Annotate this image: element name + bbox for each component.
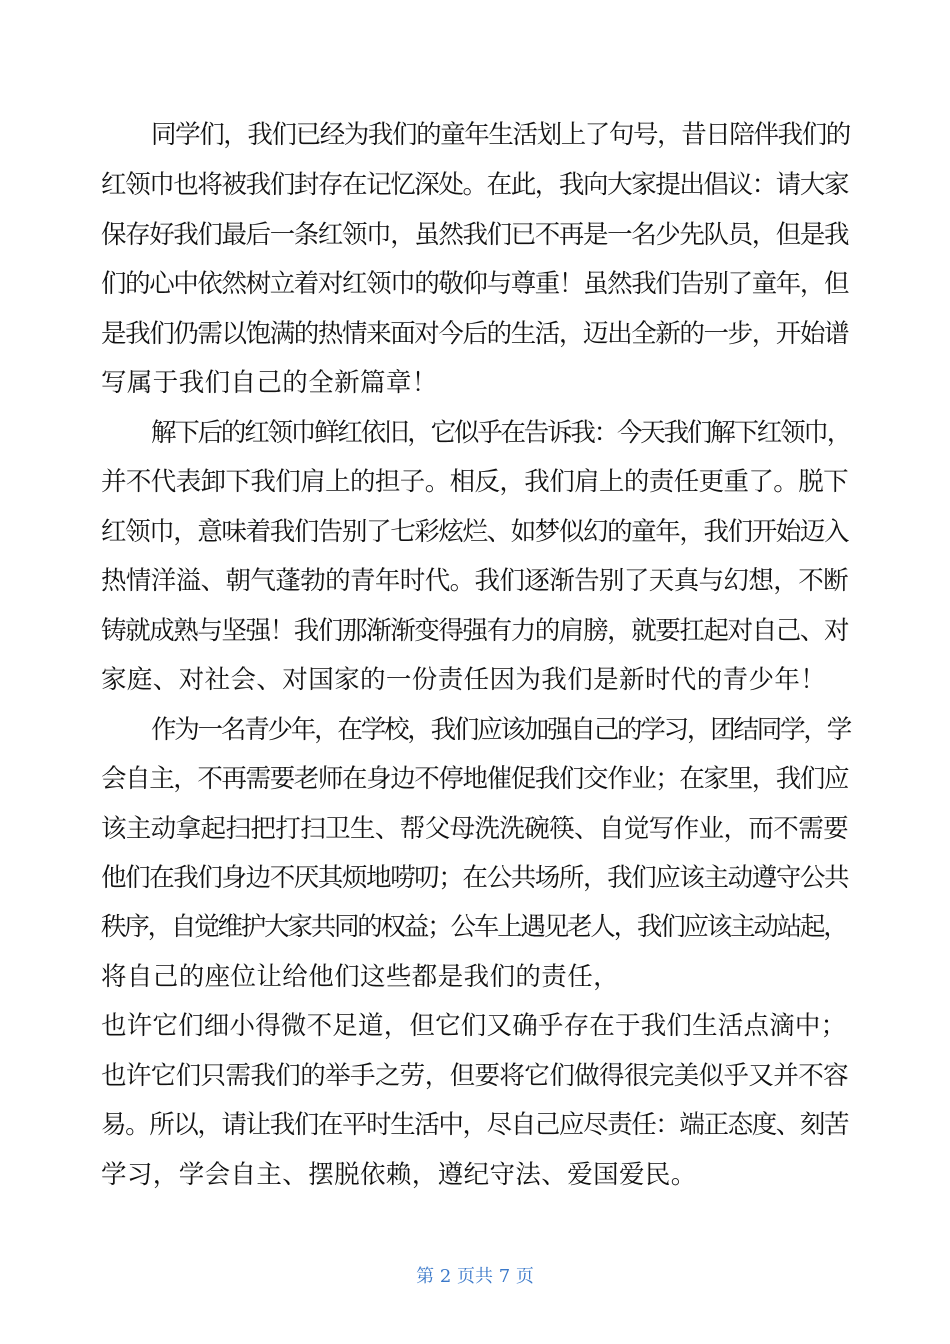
text-line: 写属于我们自己的全新篇章！ [101, 368, 438, 398]
text-line: 作为一名青少年，在学校，我们应该加强自己的学习，团结同学，学 [151, 715, 851, 745]
text-line: 该主动拿起扫把打扫卫生、帮父母洗洗碗筷、自觉写作业，而不需要 [101, 814, 849, 844]
text-line: 同学们，我们已经为我们的童年生活划上了句号，昔日陪伴我们的 [151, 120, 850, 150]
text-line: 学习，学会自主、摆脱依赖，遵纪守法、爱国爱民。 [101, 1160, 697, 1190]
text-line: 也许它们细小得微不足道，但它们又确乎存在于我们生活点滴中； [101, 1011, 847, 1041]
text-line: 们的心中依然树立着对红领巾的敬仰与尊重！虽然我们告别了童年，但 [101, 269, 849, 299]
text-line: 秩序，自觉维护大家共同的权益；公车上遇见老人，我们应该主动站起， [101, 912, 847, 942]
text-line: 他们在我们身边不厌其烦地唠叨；在公共场所，我们应该主动遵守公共 [101, 863, 849, 893]
text-line: 也许它们只需我们的举手之劳，但要将它们做得很完美似乎又并不容 [101, 1061, 849, 1091]
page-number: 第 2 页共 7 页 [416, 1266, 534, 1287]
text-line: 解下后的红领巾鲜红依旧，它似乎在告诉我：今天我们解下红领巾， [151, 418, 851, 448]
text-line: 并不代表卸下我们肩上的担子。相反，我们肩上的责任更重了。脱下 [101, 467, 849, 497]
text-line: 红领巾，意味着我们告别了七彩炫烂、如梦似幻的童年，我们开始迈入 [101, 517, 849, 547]
text-line: 红领巾也将被我们封存在记忆深处。在此，我向大家提出倡议：请大家 [101, 170, 849, 200]
text-line: 保存好我们最后一条红领巾，虽然我们已不再是一名少先队员，但是我 [101, 220, 849, 250]
text-line: 会自主，不再需要老师在身边不停地催促我们交作业；在家里，我们应 [101, 764, 849, 794]
text-line: 是我们仍需以饱满的热情来面对今后的生活，迈出全新的一步，开始谱 [101, 319, 849, 349]
text-line: 家庭、对社会、对国家的一份责任因为我们是新时代的青少年！ [101, 665, 827, 695]
text-line: 将自己的座位让给他们这些都是我们的责任， [101, 962, 620, 992]
text-line: 易。所以，请让我们在平时生活中，尽自己应尽责任：端正态度、刻苦 [101, 1110, 849, 1140]
text-line: 热情洋溢、朝气蓬勃的青年时代。我们逐渐告别了天真与幻想，不断 [101, 566, 849, 596]
text-line: 铸就成熟与坚强！我们那渐渐变得强有力的肩膀，就要扛起对自己、对 [101, 616, 849, 646]
